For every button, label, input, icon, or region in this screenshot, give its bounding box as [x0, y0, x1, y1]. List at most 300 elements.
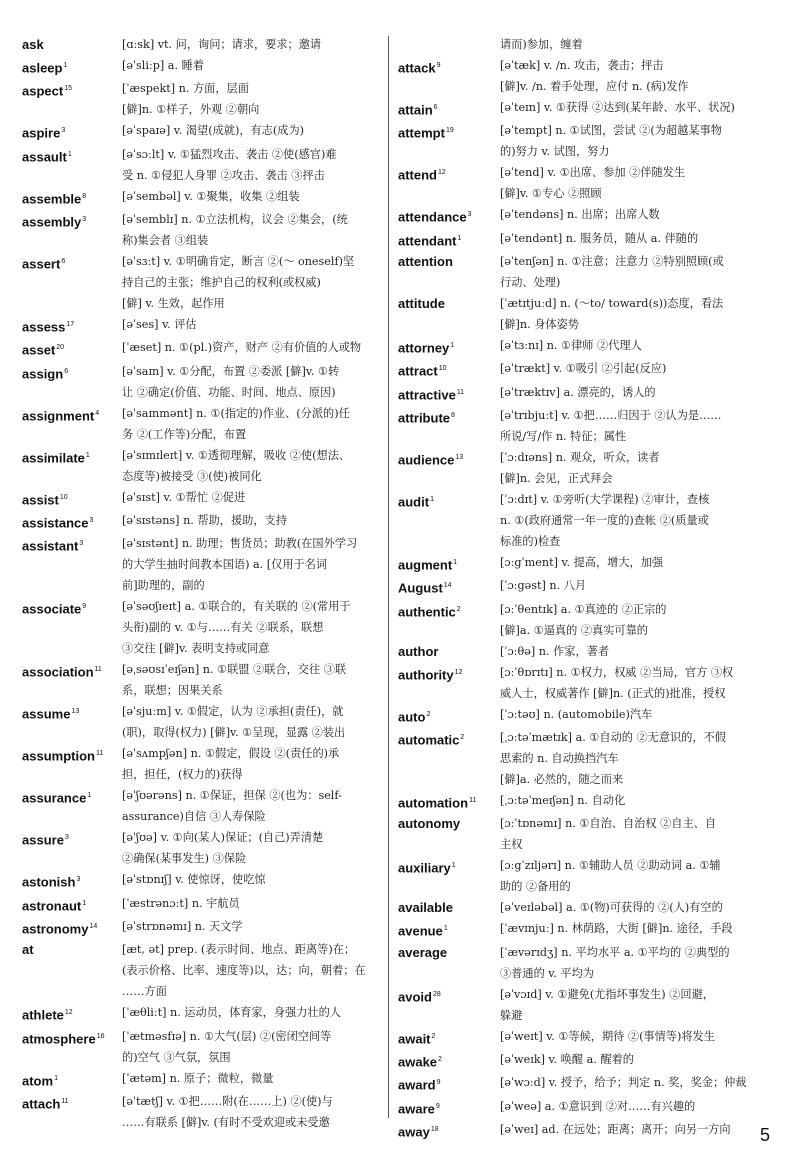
frequency-count: 6	[61, 257, 66, 265]
definition	[500, 293, 784, 335]
definition-line: [əˈtempt] n. ①试图，尝试 ②(为超越某事物	[500, 124, 722, 138]
definition-line: [əˈʃʊərəns] n. ①保证，担保 ②(也为：self-	[122, 789, 342, 803]
headword	[22, 533, 122, 556]
definition-line: [ɔːgˈzɪljərɪ] n. ①辅助人员 ②助动词 a. ①辅	[500, 859, 721, 873]
definition	[122, 251, 380, 314]
definition-line: 系，联想；因果关系	[122, 684, 223, 698]
headword	[398, 599, 500, 622]
headword-text: avoid	[398, 988, 432, 1004]
dictionary-entry	[398, 1049, 784, 1072]
headword-text: assign	[22, 365, 64, 381]
frequency-count: 11	[61, 1097, 69, 1105]
headword-text: asset	[22, 342, 56, 358]
headword-text: association	[22, 664, 94, 680]
headword-text: at	[22, 942, 34, 958]
definition-line: [əˈtætʃ] v. ①把……附(在……上) ②(使)与	[122, 1094, 333, 1108]
frequency-count: 1	[451, 862, 456, 870]
definition-line: 标准的)检查	[500, 534, 561, 548]
headword	[398, 984, 500, 1007]
definition	[122, 743, 380, 785]
headword-text: attend	[398, 167, 437, 183]
definition-line: [ɔːˈθentɪk] a. ①真迹的 ②正宗的	[500, 602, 667, 616]
dictionary-entry	[22, 869, 380, 892]
frequency-count: 1	[430, 495, 434, 503]
headword	[22, 55, 122, 78]
headword	[398, 855, 500, 878]
definition-line: [ˈæθliːt] n. 运动员，体育家，身强力壮的人	[122, 1006, 341, 1020]
dictionary-entry	[22, 251, 380, 314]
definition-line: [əˈsjuːm] v. ①假定，认为 ②承担(责任)，就	[122, 705, 344, 719]
headword-text: assess	[22, 319, 66, 335]
headword	[22, 869, 122, 892]
headword	[22, 743, 122, 766]
dictionary-entry	[398, 897, 784, 918]
headword	[398, 447, 500, 470]
frequency-count: 1	[63, 62, 68, 69]
headword-text: autonomy	[398, 816, 461, 832]
headword-text: auto	[398, 708, 426, 724]
definition	[500, 204, 784, 225]
frequency-count: 3	[79, 540, 84, 548]
definition-line: 主权	[500, 838, 523, 852]
headword-text: attendance	[398, 209, 467, 225]
definition-line: [əˈsliːp] a. 睡着	[122, 59, 204, 72]
definition	[500, 1096, 784, 1117]
headword	[22, 186, 122, 209]
definition	[500, 813, 784, 855]
definition	[500, 1072, 784, 1093]
dictionary-entry	[22, 34, 380, 55]
headword-text: August	[398, 580, 443, 596]
headword-text: assemble	[22, 190, 82, 206]
definition-line: [əˌsəʊsɪˈeɪʃən] n. ①联盟 ②联合，交往 ③联	[122, 663, 347, 677]
definition-line: [əˈtenʃən] n. ①注意；注意力 ②特别照顾(或	[500, 254, 724, 268]
definition	[500, 97, 784, 118]
frequency-count: 3	[82, 215, 87, 223]
headword	[398, 727, 500, 750]
frequency-count: 9	[435, 1102, 440, 1110]
headword	[22, 701, 122, 724]
dictionary-entry	[398, 335, 784, 358]
definition-line: [əˈsɪstəns] n. 帮助，援助，支持	[122, 513, 287, 527]
definition-line: ③普通的 v. 平均为	[500, 966, 594, 980]
dictionary-entry	[398, 918, 784, 941]
frequency-count: 11	[469, 796, 477, 804]
frequency-count: 28	[432, 990, 441, 998]
headword-text: attempt	[398, 125, 445, 141]
definition	[122, 337, 380, 358]
definition-line: [ˈɔːtəʊ] n. (automobile)汽车	[500, 707, 653, 721]
definition-line: ……有联系 [僻]v. (有时不受欢迎或未受邀	[122, 1115, 330, 1129]
definition-line: [ˈævɪnjuː] n. 林荫路，大街 [僻]n. 途径，手段	[500, 922, 733, 936]
definition	[122, 916, 380, 937]
headword	[398, 358, 500, 381]
headword-text: attach	[22, 1096, 61, 1112]
headword	[398, 251, 500, 272]
definition-line: [əˈsəʊʃɪeɪt] a. ①联合的，有关联的 ②(常用于	[122, 600, 351, 614]
definition-line: 持自己的主张；维护自己的权利(或权威)	[122, 275, 321, 289]
headword-text: ask	[22, 37, 44, 52]
definition-line: [ˈæspekt] n. 方面，层面	[122, 82, 249, 96]
headword	[22, 337, 122, 360]
dictionary-entry	[22, 533, 380, 596]
frequency-count: 1	[54, 1074, 58, 1082]
headword-text: athlete	[22, 1007, 64, 1023]
dictionary-entry	[398, 293, 784, 335]
headword-text: available	[398, 900, 453, 916]
headword	[398, 641, 500, 662]
dictionary-entry	[22, 487, 380, 510]
headword-text: audit	[398, 494, 430, 510]
headword	[398, 552, 500, 575]
headword	[22, 510, 122, 533]
headword	[22, 78, 122, 101]
frequency-count: 12	[64, 1009, 73, 1017]
headword-text: assurance	[22, 790, 87, 806]
headword	[398, 813, 500, 834]
frequency-count: 19	[445, 127, 454, 135]
headword-text: attack	[398, 60, 436, 76]
frequency-count: 15	[64, 85, 72, 93]
headword-text: assume	[22, 706, 71, 722]
definition-line: 思索的 n. 自动换挡汽车	[500, 751, 619, 765]
frequency-count: 11	[94, 666, 102, 674]
headword	[398, 790, 500, 813]
headword-text: auxiliary	[398, 860, 451, 876]
headword	[398, 704, 500, 727]
dictionary-entry	[398, 120, 784, 162]
definition	[500, 1119, 784, 1140]
dictionary-entry	[398, 984, 784, 1026]
frequency-count: 10	[438, 365, 447, 373]
dictionary-entry	[22, 1091, 380, 1133]
definition-line: [əˈʃʊə] v. ①向(某人)保证；(自己)弄清楚	[122, 831, 324, 845]
definition-line: [ˈɔːθə] n. 作家，著者	[500, 644, 610, 658]
headword	[398, 162, 500, 185]
definition-line: 助的 ②备用的	[500, 880, 571, 894]
headword	[22, 596, 122, 619]
frequency-count: 17	[66, 320, 75, 328]
definition-line: [əˈses] v. 评估	[122, 317, 197, 331]
definition	[500, 552, 784, 573]
dictionary-entry	[398, 704, 784, 727]
definition	[122, 893, 380, 914]
frequency-count: 2	[438, 1055, 442, 1063]
headword	[398, 382, 500, 405]
dictionary-entry	[22, 916, 380, 939]
dictionary-entry	[22, 209, 380, 251]
definition	[500, 34, 784, 55]
dictionary-entry	[398, 1119, 784, 1142]
headword-text: assistant	[22, 538, 79, 554]
headword-text: attain	[398, 102, 433, 118]
definition-line: [əˈsemblɪ] n. ①立法机构，议会 ②集会，(统	[122, 212, 348, 226]
definition-line: 请而)参加，缠着	[500, 38, 583, 51]
headword-text: atmosphere	[22, 1030, 96, 1046]
definition-line: [əˈtendənt] n. 服务员，随从 a. 伴随的	[500, 231, 699, 245]
dictionary-entry	[398, 382, 784, 405]
definition	[122, 827, 380, 869]
headword-text: attention	[398, 253, 453, 269]
dictionary-entry	[398, 162, 784, 204]
dictionary-entry	[22, 314, 380, 337]
headword	[398, 228, 500, 251]
definition-line: [ɔːˈθɒrɪtɪ] n. ①权力，权威 ②当局，官方 ③权	[500, 665, 734, 679]
headword-text: assist	[22, 491, 59, 507]
dictionary-entry	[22, 1068, 380, 1091]
headword-text: attitude	[398, 295, 445, 311]
headword	[22, 827, 122, 850]
dictionary-entry	[22, 510, 380, 533]
dictionary-entry	[398, 727, 784, 790]
dictionary-entry	[398, 575, 784, 598]
definition-line: [əˈsɪst] v. ①帮忙 ②促进	[122, 490, 246, 504]
dictionary-page	[22, 34, 784, 1140]
definition	[500, 489, 784, 552]
dictionary-entry	[398, 34, 784, 55]
frequency-count: 2	[426, 710, 431, 718]
frequency-count: 1	[82, 899, 87, 907]
frequency-count: 12	[438, 169, 446, 177]
definition	[122, 120, 380, 141]
dictionary-entry	[398, 358, 784, 381]
definition-line: [əˈtɜːnɪ] n. ①律师 ②代理人	[500, 338, 642, 352]
headword	[398, 120, 500, 143]
definition-line: [əˈtend] v. ①出席、参加 ②伴随发生	[500, 166, 686, 180]
definition-line: [僻]v. /n. 着手处理，应付 n. (病)发作	[500, 80, 689, 93]
dictionary-entry	[22, 1002, 380, 1025]
dictionary-entry	[22, 361, 380, 403]
right-column	[398, 34, 784, 1142]
definition	[500, 984, 784, 1026]
headword	[398, 489, 500, 512]
definition	[500, 790, 784, 811]
definition-line: [僻]a. ①逼真的 ②真实可靠的	[500, 623, 648, 637]
definition-line: 头衔)副的 v. ①与……有关 ②联系，联想	[122, 621, 324, 635]
frequency-count: 8	[451, 411, 455, 419]
headword	[22, 1026, 122, 1049]
definition	[122, 403, 380, 445]
headword	[22, 487, 122, 510]
headword	[22, 120, 122, 143]
definition-line: [əˈweɪk] v. 唤醒 a. 醒着的	[500, 1052, 634, 1066]
definition-line: 受 n. ①侵犯人身罪 ②攻击、袭击 ③抨击	[122, 168, 325, 182]
headword-text: astronaut	[22, 897, 82, 913]
dictionary-entry	[398, 489, 784, 552]
definition	[122, 1026, 380, 1068]
definition-line: [əˈsaɪn] v. ①分配，布置 ②委派 [僻]v. ①转	[122, 364, 340, 378]
definition	[122, 510, 380, 531]
headword	[398, 55, 500, 78]
definition-line: [僻]n. 会见，正式拜会	[500, 471, 613, 485]
frequency-count: 20	[56, 344, 65, 352]
headword-text: automation	[398, 795, 469, 811]
headword	[22, 361, 122, 384]
definition	[500, 1049, 784, 1070]
headword-text: audience	[398, 452, 455, 468]
headword-text: awake	[398, 1054, 438, 1070]
definition-line: 称)集会者 ③组装	[122, 233, 209, 247]
dictionary-entry	[22, 337, 380, 360]
headword-text: assistance	[22, 515, 89, 531]
frequency-count: 9	[82, 603, 87, 611]
definition	[122, 78, 380, 120]
frequency-count: 2	[456, 605, 461, 613]
frequency-count: 2	[460, 733, 465, 741]
definition-line: [əˈtrɪbjuːt] v. ①把……归因于 ②认为是……	[500, 408, 722, 422]
definition	[500, 162, 784, 204]
definition	[122, 1002, 380, 1023]
headword	[398, 1026, 500, 1049]
frequency-count: 3	[89, 516, 94, 524]
definition	[122, 659, 380, 701]
frequency-count: 6	[64, 367, 69, 375]
headword-text: astronomy	[22, 921, 89, 937]
frequency-count: 1	[457, 234, 462, 242]
definition	[122, 186, 380, 207]
dictionary-entry	[398, 97, 784, 120]
headword	[398, 1096, 500, 1119]
dictionary-entry	[22, 893, 380, 916]
definition-line: [ˈætɪtjuːd] n. (～to/ toward(s))态度，看法	[500, 296, 724, 310]
definition	[500, 120, 784, 162]
definition	[500, 599, 784, 641]
headword-text: authority	[398, 666, 454, 682]
dictionary-entry	[398, 599, 784, 641]
definition-line: [ˈæstrənɔːt] n. 宇航员	[122, 896, 240, 910]
frequency-count: 4	[95, 409, 100, 417]
definition-line: [æt, ət] prep. (表示时间、地点、距离等)在；	[122, 943, 356, 957]
definition	[500, 405, 784, 447]
frequency-count: 9	[436, 62, 441, 69]
definition-line: [ˈɔːdɪəns] n. 观众，听众，读者	[500, 450, 660, 464]
dictionary-entry	[398, 641, 784, 662]
headword-text: assault	[22, 148, 67, 164]
frequency-count: 3	[61, 127, 66, 135]
definition	[500, 942, 784, 984]
definition-line: [əˈtræktɪv] a. 漂亮的，诱人的	[500, 385, 656, 399]
definition-line: 担，担任，(权力的)获得	[122, 768, 243, 782]
headword	[22, 209, 122, 232]
definition-line: [əˈsɪmɪleɪt] v. ①透彻理解，吸收 ②使(想法、	[122, 448, 351, 462]
definition-line: [僻]v. ①专心 ②照顾	[500, 187, 602, 201]
definition	[500, 704, 784, 725]
dictionary-entry	[398, 1026, 784, 1049]
dictionary-entry	[398, 251, 784, 293]
headword-text: award	[398, 1077, 436, 1093]
headword	[22, 916, 122, 939]
dictionary-entry	[398, 1072, 784, 1095]
headword	[398, 662, 500, 685]
definition	[500, 1026, 784, 1047]
headword	[398, 335, 500, 358]
frequency-count: 11	[456, 388, 465, 396]
frequency-count: 12	[454, 668, 463, 676]
dictionary-entry	[22, 120, 380, 143]
definition-line: [ˌɔːtəˈmætɪk] a. ①自动的 ②无意识的，不假	[500, 730, 726, 744]
headword	[398, 405, 500, 428]
definition	[500, 727, 784, 790]
headword-text: assert	[22, 256, 61, 272]
headword	[22, 939, 122, 960]
definition-line: 让 ②确定(价值、功能、时间、地点、原因)	[122, 385, 336, 399]
definition-line: (职)，取得(权力) [僻]v. ①呈现，显露 ②装出	[122, 726, 346, 740]
headword-text: asleep	[22, 60, 63, 76]
definition-line: [əˈtæk] v. /n. 攻击，袭击；抨击	[500, 59, 664, 72]
headword-text: atom	[22, 1072, 54, 1088]
headword-text: avenue	[398, 923, 443, 939]
dictionary-entry	[398, 447, 784, 489]
definition-line: 的)空气 ③气氛，氛围	[122, 1050, 231, 1064]
definition	[500, 382, 784, 403]
frequency-count: 8	[82, 192, 87, 200]
definition-line: 态度等)被接受 ③(使)被同化	[122, 469, 262, 483]
definition-line: 的)努力 v. 试图，努力	[500, 145, 610, 159]
headword-text: aspire	[22, 125, 61, 141]
headword-text: await	[398, 1030, 431, 1046]
definition-line: [ˈætəm] n. 原子；微粒，微量	[122, 1071, 274, 1085]
definition	[500, 641, 784, 662]
frequency-count: 11	[95, 750, 104, 758]
frequency-count: 13	[71, 708, 80, 716]
definition-line: 行动、处理)	[500, 275, 561, 289]
definition-line: ③交往 [僻]v. 表明支持或同意	[122, 642, 270, 656]
definition-line: [僻]n. 身体姿势	[500, 317, 579, 331]
definition-line: [əˈwɔːd] v. 授予，给予；判定 n. 奖，奖金；仲裁	[500, 1076, 747, 1090]
column-divider	[388, 36, 389, 1118]
definition-line: (表示价格、比率、速度等)以，达；向，朝着；在	[122, 964, 366, 978]
definition-line: [僻]n. ①样子，外观 ②朝向	[122, 103, 260, 117]
definition-line: 躲避	[500, 1008, 523, 1022]
definition	[122, 939, 380, 1002]
headword-text: attorney	[398, 340, 450, 356]
headword-text: augment	[398, 557, 453, 573]
dictionary-entry	[22, 144, 380, 186]
definition-line: ……方面	[122, 985, 167, 999]
headword	[22, 445, 122, 468]
definition-line: [ˈɔːgəst] n. 八月	[500, 579, 587, 593]
dictionary-entry	[22, 596, 380, 659]
frequency-count: 1	[453, 558, 458, 566]
definition	[122, 34, 380, 55]
dictionary-entry	[22, 445, 380, 487]
frequency-count: 13	[455, 453, 464, 461]
definition	[500, 358, 784, 379]
definition-line: 前]助理的，副的	[122, 579, 205, 593]
headword-text: assure	[22, 832, 64, 848]
frequency-count: 6	[433, 104, 438, 111]
definition-line: [əˈsembəl] v. ①聚集，收集 ②组装	[122, 189, 300, 203]
headword	[398, 1072, 500, 1095]
definition-line: [əˈsɔːlt] v. ①猛烈攻击、袭击 ②使(感官)难	[122, 147, 337, 161]
definition-line: [ˈætməsfɪə] n. ①大气(层) ②(密闭空间等	[122, 1029, 332, 1043]
definition-line: [əˈstɒnɪʃ] v. 使惊讶，使吃惊	[122, 873, 266, 887]
dictionary-entry	[22, 78, 380, 120]
definition-line: n. ①(政府通常一年一度的)查帐 ②(质量或	[500, 513, 709, 527]
definition	[122, 596, 380, 659]
dictionary-entry	[398, 204, 784, 227]
definition	[122, 785, 380, 827]
headword	[22, 34, 122, 55]
definition	[500, 55, 784, 97]
dictionary-entry	[22, 827, 380, 869]
headword	[22, 659, 122, 682]
headword	[398, 97, 500, 120]
headword	[398, 293, 500, 314]
frequency-count: 9	[436, 1079, 441, 1087]
headword-text: attractive	[398, 386, 456, 402]
dictionary-entry	[398, 790, 784, 813]
